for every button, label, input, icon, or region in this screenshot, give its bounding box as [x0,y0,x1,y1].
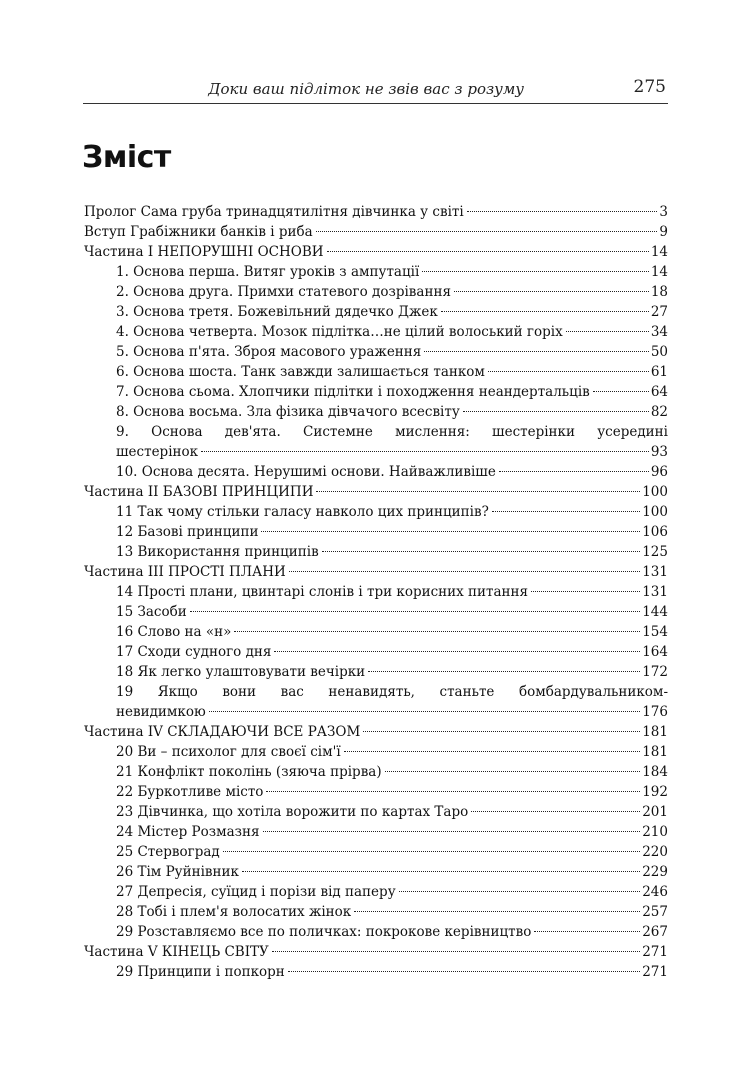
dot-leader [201,451,649,452]
toc-entry-label: 1. Основа перша. Витяг уроків з ампутації [116,264,420,280]
dot-leader [209,711,641,712]
dot-leader [344,751,641,752]
dot-leader [234,631,640,632]
dot-leader [441,311,649,312]
toc-entry-row [116,382,668,402]
header-rule [83,103,668,104]
toc-entry-page-number: 154 [642,624,668,640]
toc-entry[interactable] [116,282,668,302]
toc-entry[interactable] [116,642,668,662]
toc-entry[interactable] [116,962,668,982]
toc-entry[interactable] [116,742,668,762]
dot-leader [424,351,648,352]
toc-entry-page-number: 192 [642,784,668,800]
toc-entry-label: 7. Основа сьома. Хлопчики підлітки і походження неандертальців [116,384,590,400]
toc-entry-page-number: 82 [650,404,668,420]
dot-leader [272,951,640,952]
toc-entry[interactable] [116,662,668,682]
dot-leader [354,911,640,912]
dot-leader [531,591,640,592]
dot-leader [368,671,640,672]
toc-entry-page-number: 14 [650,244,668,260]
toc-entry-label: Частина ІІІ ПРОСТІ ПЛАНИ [84,564,286,580]
toc-entry[interactable] [84,562,668,582]
toc-entry-row [116,862,668,882]
toc-entry-page-number: 93 [650,444,668,460]
toc-entry-row [116,762,668,782]
toc-entry-row [84,202,668,222]
toc-entry-row [116,462,668,482]
toc-entry[interactable] [84,202,668,222]
toc-entry-page-number: 106 [642,524,668,540]
toc-entry-label: 28 Тобі і плем'я волосатих жінок [116,904,352,920]
toc-entry[interactable] [84,222,668,242]
toc-entry-row [116,282,668,302]
toc-entry-label: 29 Принципи і попкорн [116,964,285,980]
toc-entry-row [116,662,668,682]
toc-entry-row [116,902,668,922]
toc-entry-row [84,482,668,502]
dot-leader [422,271,649,272]
toc-entry-label: 6. Основа шоста. Танк завжди залишається танком [116,364,485,380]
toc-entry[interactable] [116,882,668,902]
toc-entry[interactable] [116,862,668,882]
toc-entry-label: Пролог Сама груба тринадцятилітня дівчинка у світі [84,204,464,220]
toc-entry-page-number: 172 [642,664,668,680]
toc-entry-page-number: 201 [642,804,668,820]
toc-entry-label: 16 Слово на «н» [116,624,232,640]
toc-entry-row [84,242,668,262]
toc-entry-page-number: 14 [650,264,668,280]
page-title: Зміст [82,140,171,175]
toc-entry-label: 17 Сходи судного дня [116,644,272,660]
dot-leader [399,891,641,892]
toc-entry-row [84,222,668,242]
dot-leader [242,871,640,872]
toc-entry[interactable] [84,242,668,262]
toc-entry-page-number: 176 [642,704,668,720]
toc-entry-row [116,342,668,362]
toc-entry-row [116,702,668,722]
toc-entry-row [84,722,668,742]
toc-entry[interactable] [84,942,668,962]
toc-entry-label: 9. Основа дев'ята. Системне мислення: шестерінки усередині [116,424,668,440]
toc-entry-label: Частина IV СКЛАДАЮЧИ ВСЕ РАЗОМ [84,724,361,740]
toc-entry[interactable] [116,782,668,802]
toc-entry-label: 22 Буркотливе місто [116,784,264,800]
toc-entry[interactable] [116,382,668,402]
toc-entry-row [116,442,668,462]
dot-leader [385,771,641,772]
toc-entry-row [116,842,668,862]
running-header [83,76,668,102]
toc-entry[interactable] [116,522,668,542]
toc-entry-page-number: 34 [650,324,668,340]
dot-leader [316,231,658,232]
toc-entry-label: 27 Депресія, суїцид і порізи від паперу [116,884,396,900]
toc-entry-page-number: 100 [642,504,668,520]
toc-entry-label: 15 Засоби [116,604,187,620]
toc-entry-page-number: 220 [642,844,668,860]
dot-leader [566,331,649,332]
toc-entry[interactable] [116,262,668,282]
toc-entry-page-number: 50 [650,344,668,360]
toc-entry-label: 2. Основа друга. Примхи статевого дозрівання [116,284,451,300]
running-title: Доки ваш підліток не звів вас з розуму [208,80,524,98]
toc-entry-page-number: 267 [642,924,668,940]
toc-entry-page-number: 100 [642,484,668,500]
dot-leader [223,851,641,852]
dot-leader [288,971,640,972]
toc-entry-row [116,522,668,542]
toc-entry-label: Вступ Грабіжники банків і риба [84,224,313,240]
toc-entry-page-number: 181 [642,744,668,760]
toc-entry-row [116,602,668,622]
dot-leader [499,471,649,472]
toc-entry-label: 5. Основа п'ята. Зброя масового ураження [116,344,422,360]
toc-entry[interactable] [116,582,668,602]
toc-entry-page-number: 246 [642,884,668,900]
toc-entry-label: 18 Як легко улаштовувати вечірки [116,664,366,680]
toc-entry[interactable] [116,602,668,622]
toc-entry-label: 4. Основа четверта. Мозок підлітка…не цілий волоський горіх [116,324,563,340]
toc-entry-label-continued: шестерінок [116,444,199,460]
toc-entry-label: 14 Прості плани, цвинтарі слонів і три корисних питання [116,584,529,600]
toc-entry-row [116,642,668,662]
toc-entry-label: 10. Основа десята. Нерушимі основи. Найважливіше [116,464,496,480]
toc-entry[interactable] [116,802,668,822]
dot-leader [492,511,640,512]
toc-entry[interactable] [116,422,668,462]
toc-entry-label: Частина ІІ БАЗОВІ ПРИНЦИПИ [84,484,314,500]
dot-leader [263,831,641,832]
dot-leader [593,391,649,392]
toc-entry-label: 20 Ви – психолог для своєї сім'ї [116,744,341,760]
table-of-contents [84,202,668,982]
toc-entry-page-number: 64 [650,384,668,400]
toc-entry-label: 26 Тім Руйнівник [116,864,239,880]
toc-entry-page-number: 181 [642,724,668,740]
toc-entry-label: 3. Основа третя. Божевільний дядечко Джек [116,304,438,320]
toc-entry-page-number: 18 [650,284,668,300]
toc-entry[interactable] [116,922,668,942]
toc-entry-row [116,402,668,422]
dot-leader [488,371,649,372]
toc-entry[interactable] [116,462,668,482]
toc-entry[interactable] [116,902,668,922]
toc-entry[interactable] [84,482,668,502]
toc-entry-label: 24 Містер Розмазня [116,824,260,840]
dot-leader [316,491,640,492]
toc-entry-label: 19 Якщо вони вас ненавидять, станьте бомбардувальником- [116,684,668,700]
toc-entry[interactable] [116,302,668,322]
toc-entry[interactable] [116,842,668,862]
toc-entry[interactable] [116,762,668,782]
toc-entry-label: 13 Використання принципів [116,544,319,560]
toc-entry-row [116,582,668,602]
toc-entry-row [116,822,668,842]
toc-entry-label: 11 Так чому стільки галасу навколо цих принципів? [116,504,489,520]
toc-entry-label: 21 Конфлікт поколінь (зяюча прірва) [116,764,382,780]
toc-entry-label: 29 Розставляємо все по поличках: покрокове керівництво [116,924,532,940]
dot-leader [266,791,640,792]
toc-entry-label: Частина V КІНЕЦЬ СВІТУ [84,944,269,960]
toc-entry-row [84,942,668,962]
toc-entry-page-number: 125 [642,544,668,560]
toc-entry[interactable] [116,402,668,422]
toc-entry-page-number: 271 [642,964,668,980]
toc-entry-page-number: 27 [650,304,668,320]
toc-entry[interactable] [116,542,668,562]
toc-entry-label: 8. Основа восьма. Зла фізика дівчачого всесвіту [116,404,460,420]
toc-entry-row [116,362,668,382]
toc-entry-row [116,742,668,762]
toc-entry-row [84,562,668,582]
toc-entry-page-number: 96 [650,464,668,480]
toc-entry-row [116,502,668,522]
toc-entry-label: 12 Базові принципи [116,524,259,540]
dot-leader [534,931,640,932]
toc-entry-page-number: 131 [642,564,668,580]
toc-entry-page-number: 164 [642,644,668,660]
toc-entry-row [116,802,668,822]
toc-entry-page-number: 229 [642,864,668,880]
dot-leader [454,291,649,292]
toc-entry-page-number: 271 [642,944,668,960]
toc-entry-row [116,622,668,642]
dot-leader [467,211,658,212]
dot-leader [327,251,649,252]
toc-entry-label: Частина І НЕПОРУШНІ ОСНОВИ [84,244,324,260]
toc-entry[interactable] [116,622,668,642]
toc-entry-label: 25 Стервоград [116,844,220,860]
toc-entry-page-number: 61 [650,364,668,380]
page-number: 275 [633,77,666,97]
dot-leader [363,731,640,732]
toc-entry-row [116,882,668,902]
toc-entry-row [116,542,668,562]
dot-leader [471,811,640,812]
toc-entry-page-number: 131 [642,584,668,600]
dot-leader [322,551,641,552]
toc-entry-page-number: 210 [642,824,668,840]
dot-leader [289,571,640,572]
toc-entry-row [116,322,668,342]
toc-entry[interactable] [116,342,668,362]
toc-entry-label: 23 Дівчинка, що хотіла ворожити по картах Таро [116,804,469,820]
toc-entry[interactable] [116,502,668,522]
toc-entry[interactable] [116,362,668,382]
toc-entry-page-number: 3 [659,204,668,220]
toc-entry-row [116,962,668,982]
dot-leader [274,651,640,652]
toc-entry-label-continued: невидимкою [116,704,206,720]
toc-entry[interactable] [116,822,668,842]
dot-leader [261,531,640,532]
dot-leader [463,411,649,412]
toc-entry-row [116,782,668,802]
toc-entry-row [116,262,668,282]
dot-leader [190,611,640,612]
toc-entry-page-number: 9 [659,224,668,240]
toc-entry[interactable] [84,722,668,742]
toc-entry[interactable] [116,322,668,342]
toc-entry-page-number: 184 [642,764,668,780]
toc-entry-page-number: 257 [642,904,668,920]
toc-entry-row [116,302,668,322]
toc-entry[interactable] [116,682,668,722]
toc-entry-row [116,922,668,942]
toc-entry-page-number: 144 [642,604,668,620]
